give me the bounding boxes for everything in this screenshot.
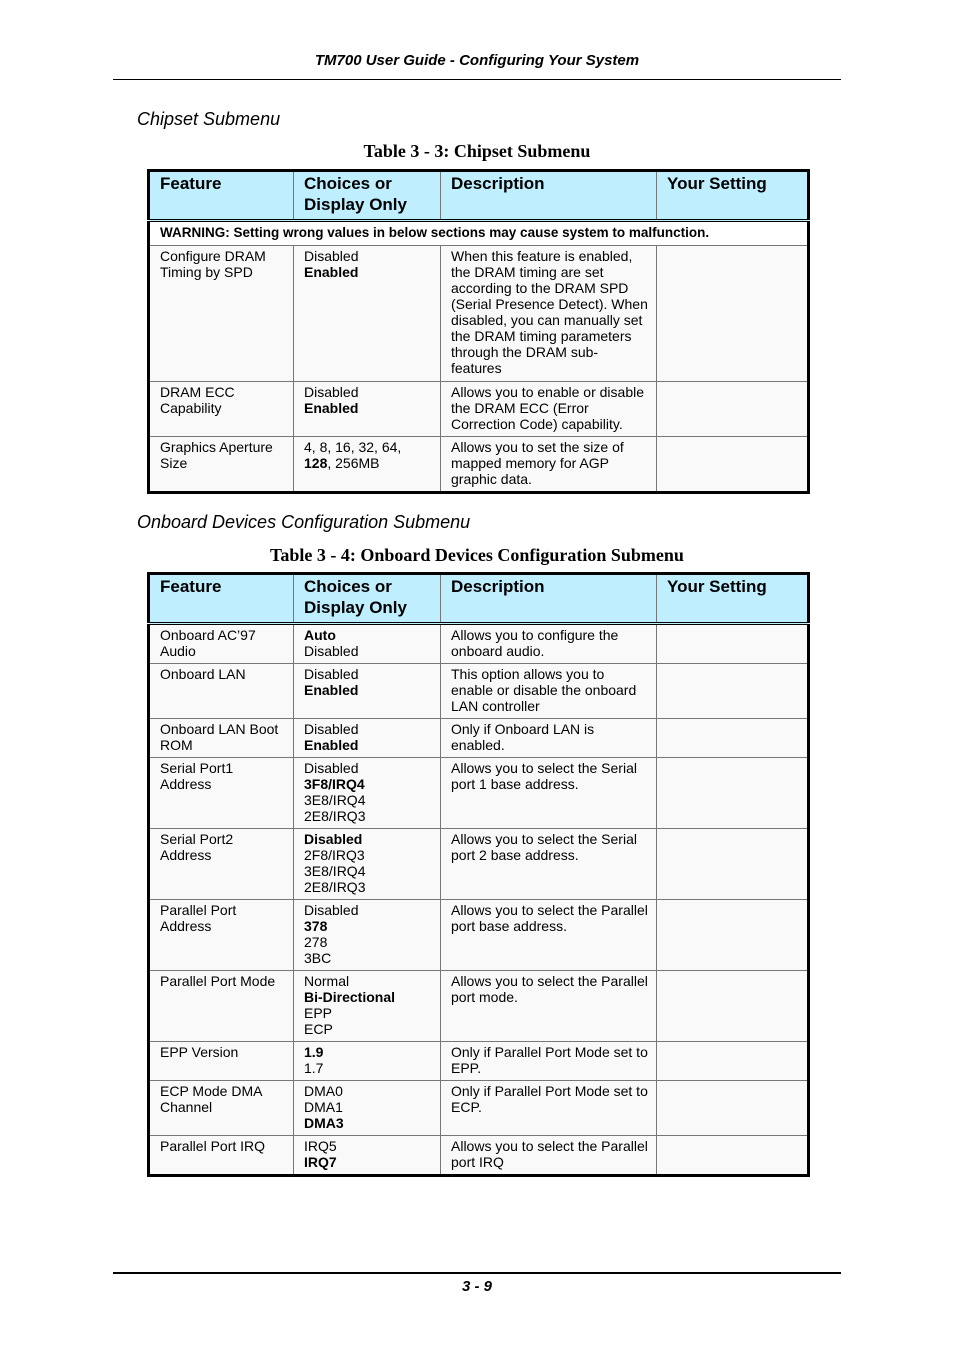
description-cell: This option allows you to enable or disable the onboard LAN controller — [441, 664, 657, 719]
choice-option: 2F8/IRQ3 — [304, 847, 365, 863]
choices-cell — [294, 1136, 441, 1176]
default-choice: 3F8/IRQ4 — [304, 776, 365, 792]
default-choice: DMA3 — [304, 1115, 344, 1131]
description-cell: Only if Parallel Port Mode set to EPP. — [441, 1042, 657, 1081]
your-setting-cell — [657, 382, 809, 437]
table-row — [149, 624, 809, 664]
onboard-table-caption: Table 3 - 4: Onboard Devices Configuration Submenu — [270, 545, 684, 565]
default-choice: 1.9 — [304, 1044, 324, 1060]
column-header: Your Setting — [657, 574, 809, 624]
table-header-row — [149, 171, 809, 221]
description-cell: Allows you to select the Serial port 2 base address. — [441, 829, 657, 900]
choice-option: 2E8/IRQ3 — [304, 879, 366, 895]
column-header: Your Setting — [657, 171, 809, 221]
feature-cell: DRAM ECC Capability — [149, 382, 294, 437]
default-choice: 378 — [304, 918, 328, 934]
warning-row — [149, 221, 809, 246]
choice-option: 278 — [304, 934, 328, 950]
column-header: Description — [441, 171, 657, 221]
choice-option: 3E8/IRQ4 — [304, 863, 366, 879]
description-cell: When this feature is enabled, the DRAM timing are set according to the DRAM SPD (Serial Presence Detect). When disabled, you can manually set the DRAM timing parameters through the DRAM sub-features — [441, 246, 657, 382]
choices-cell — [294, 1081, 441, 1136]
table-row — [149, 437, 809, 493]
your-setting-cell — [657, 758, 809, 829]
choices-cell — [294, 664, 441, 719]
page-number: 3 - 9 — [461, 1278, 492, 1295]
table-row — [149, 664, 809, 719]
feature-cell: Serial Port2 Address — [149, 829, 294, 900]
your-setting-cell — [657, 1081, 809, 1136]
choice-option: Disabled — [304, 721, 359, 737]
header-rule — [113, 79, 841, 80]
column-header: Choices or Display Only — [294, 574, 441, 624]
choice-option: ECP — [304, 1021, 333, 1037]
choices-cell — [294, 719, 441, 758]
choices-cell — [294, 624, 441, 664]
feature-cell: Serial Port1 Address — [149, 758, 294, 829]
footer-rule — [113, 1272, 841, 1274]
choices-cell — [294, 1042, 441, 1081]
default-choice: 128 — [304, 455, 328, 471]
table-row — [149, 246, 809, 382]
choices-cell — [294, 758, 441, 829]
feature-cell: Configure DRAM Timing by SPD — [149, 246, 294, 382]
choice-option: Disabled — [304, 760, 359, 776]
column-header: Feature — [149, 171, 294, 221]
description-cell: Allows you to configure the onboard audio. — [441, 624, 657, 664]
table-row — [149, 719, 809, 758]
your-setting-cell — [657, 246, 809, 382]
choice-option: Disabled — [304, 384, 359, 400]
feature-cell: Onboard LAN — [149, 664, 294, 719]
feature-cell: EPP Version — [149, 1042, 294, 1081]
description-cell: Allows you to select the Parallel port base address. — [441, 900, 657, 971]
choice-option: 3E8/IRQ4 — [304, 792, 366, 808]
description-cell: Only if Onboard LAN is enabled. — [441, 719, 657, 758]
default-choice: Enabled — [304, 400, 359, 416]
choices-cell — [294, 971, 441, 1042]
feature-cell: Onboard LAN Boot ROM — [149, 719, 294, 758]
feature-cell: ECP Mode DMA Channel — [149, 1081, 294, 1136]
choice-option: Disabled — [304, 248, 359, 264]
description-cell: Allows you to set the size of mapped memory for AGP graphic data. — [441, 437, 657, 493]
default-choice: Enabled — [304, 682, 359, 698]
your-setting-cell — [657, 829, 809, 900]
your-setting-cell — [657, 437, 809, 493]
onboard-table — [147, 572, 810, 1177]
choice-option: , 256MB — [327, 455, 380, 471]
column-header: Choices or Display Only — [294, 171, 441, 221]
default-choice: Bi-Directional — [304, 989, 396, 1005]
description-cell: Allows you to select the Serial port 1 base address. — [441, 758, 657, 829]
default-choice: Enabled — [304, 737, 359, 753]
default-choice: IRQ7 — [304, 1154, 337, 1170]
default-choice: Disabled — [304, 831, 363, 847]
choice-option: Disabled — [304, 643, 359, 659]
choice-option: Disabled — [304, 666, 359, 682]
choice-option: EPP — [304, 1005, 333, 1021]
choice-option: DMA1 — [304, 1099, 343, 1115]
feature-cell: Parallel Port Mode — [149, 971, 294, 1042]
your-setting-cell — [657, 900, 809, 971]
feature-cell: Graphics Aperture Size — [149, 437, 294, 493]
choices-cell — [294, 900, 441, 971]
choice-option: Disabled — [304, 902, 359, 918]
chipset-section-heading: Chipset Submenu — [137, 109, 281, 129]
description-cell: Allows you to select the Parallel port IRQ — [441, 1136, 657, 1176]
warning-text: WARNING: Setting wrong values in below sections may cause system to malfunction. — [149, 221, 809, 246]
your-setting-cell — [657, 971, 809, 1042]
table-row — [149, 1081, 809, 1136]
table-row — [149, 971, 809, 1042]
your-setting-cell — [657, 664, 809, 719]
table-row — [149, 382, 809, 437]
default-choice: Enabled — [304, 264, 359, 280]
table-header-row — [149, 574, 809, 624]
column-header: Description — [441, 574, 657, 624]
description-cell: Only if Parallel Port Mode set to ECP. — [441, 1081, 657, 1136]
table-row — [149, 829, 809, 900]
description-cell: Allows you to select the Parallel port mode. — [441, 971, 657, 1042]
your-setting-cell — [657, 1136, 809, 1176]
table-row — [149, 1136, 809, 1176]
your-setting-cell — [657, 719, 809, 758]
table-row — [149, 900, 809, 971]
column-header: Feature — [149, 574, 294, 624]
choices-cell — [294, 437, 441, 493]
your-setting-cell — [657, 1042, 809, 1081]
your-setting-cell — [657, 624, 809, 664]
chipset-table — [147, 169, 810, 494]
choices-cell — [294, 382, 441, 437]
choice-option: DMA0 — [304, 1083, 343, 1099]
table-row — [149, 1042, 809, 1081]
onboard-section-heading: Onboard Devices Configuration Submenu — [137, 512, 471, 532]
choice-option: IRQ5 — [304, 1138, 337, 1154]
choice-option: 4, 8, 16, 32, 64, — [304, 439, 402, 455]
table-row — [149, 758, 809, 829]
feature-cell: Parallel Port IRQ — [149, 1136, 294, 1176]
default-choice: Auto — [304, 627, 336, 643]
choice-option: 2E8/IRQ3 — [304, 808, 366, 824]
choices-cell — [294, 829, 441, 900]
choice-option: 1.7 — [304, 1060, 324, 1076]
feature-cell: Parallel Port Address — [149, 900, 294, 971]
feature-cell: Onboard AC’97 Audio — [149, 624, 294, 664]
running-header: TM700 User Guide - Configuring Your System — [314, 52, 640, 69]
description-cell: Allows you to enable or disable the DRAM ECC (Error Correction Code) capability. — [441, 382, 657, 437]
choice-option: 3BC — [304, 950, 332, 966]
chipset-table-caption: Table 3 - 3: Chipset Submenu — [363, 141, 591, 161]
choice-option: Normal — [304, 973, 350, 989]
choices-cell — [294, 246, 441, 382]
